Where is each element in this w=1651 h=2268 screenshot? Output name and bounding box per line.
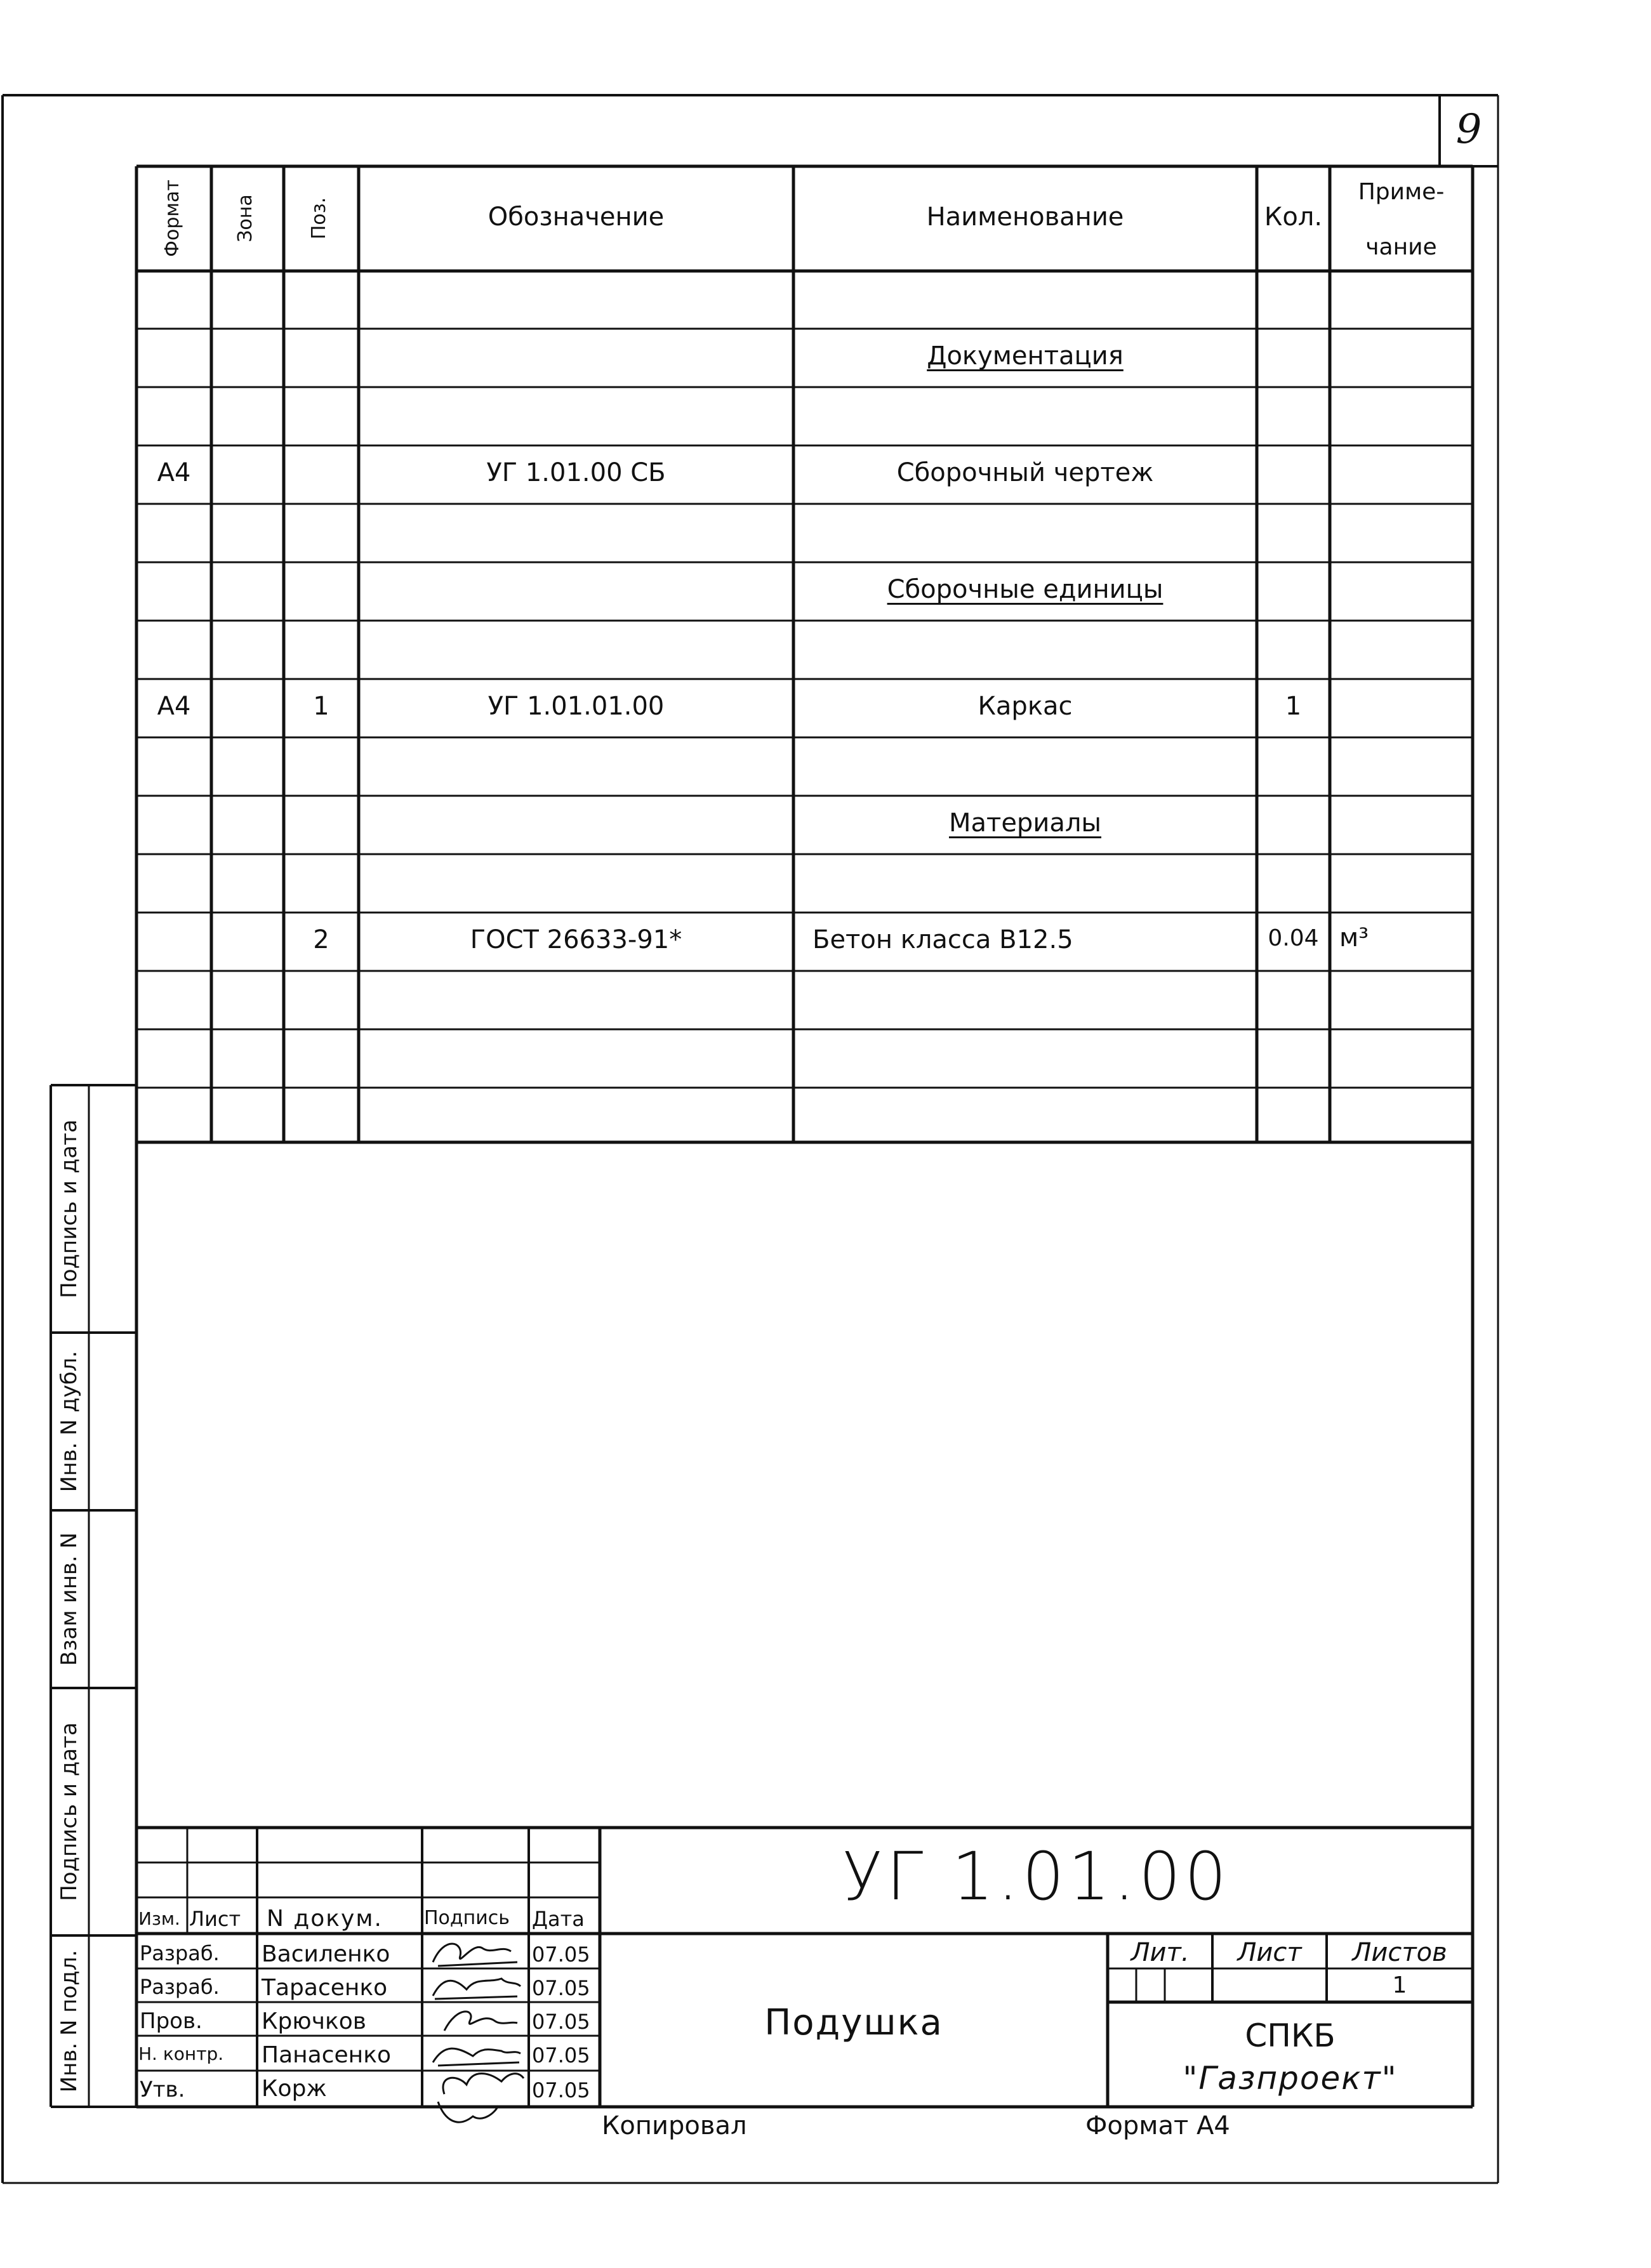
footer-copied: Копировал: [602, 2111, 747, 2140]
tb-date: 07.05: [532, 1976, 590, 2000]
signature-marks: [433, 1944, 524, 2122]
tb-header-podpis: Подпись: [424, 1907, 510, 1929]
tb-date: 07.05: [532, 2043, 590, 2067]
tb-role: Утв.: [140, 2077, 185, 2102]
row-pos: 1: [313, 692, 329, 721]
side-stamp-signature-date-2: Подпись и дата: [56, 1722, 82, 1901]
tb-header-ndok: N докум.: [267, 1906, 383, 1932]
header-format: Формат: [161, 180, 183, 257]
tb-surname: Василенко: [262, 1941, 390, 1967]
product-name: Подушка: [764, 2002, 943, 2043]
document-code: УГ 1.01.00: [842, 1838, 1231, 1915]
tb-date: 07.05: [532, 1942, 590, 1967]
row-note: м³: [1339, 923, 1369, 953]
side-stamp-replace-inv: Взам инв. N: [56, 1532, 82, 1666]
tb-header-izm: Изм.: [138, 1908, 180, 1929]
tb-list-label: Лист: [1237, 1938, 1302, 1967]
row-qty: 1: [1285, 692, 1302, 721]
header-name: Наименование: [926, 202, 1124, 232]
section-title: Материалы: [949, 808, 1101, 838]
header-qty: Кол.: [1264, 202, 1323, 232]
org-name-line2: "Газпроект": [1183, 2060, 1398, 2097]
row-designation: ГОСТ 26633-91*: [470, 925, 682, 954]
tb-listov-value: 1: [1392, 1972, 1407, 1998]
footer-format: Формат А4: [1085, 2111, 1230, 2140]
tb-surname: Панасенко: [262, 2042, 391, 2068]
side-stamp-orig-inv: Инв. N подл.: [56, 1949, 82, 2093]
row-name: Каркас: [978, 692, 1073, 721]
header-pos: Поз.: [308, 197, 330, 240]
tb-surname: Корж: [262, 2076, 327, 2102]
row-qty: 0.04: [1268, 925, 1319, 951]
tb-lit-label: Лит.: [1131, 1938, 1190, 1967]
tb-surname: Тарасенко: [262, 1975, 388, 2001]
tb-role: Разраб.: [140, 1941, 220, 1965]
row-name: Бетон класса В12.5: [812, 925, 1073, 954]
row-name: Сборочный чертеж: [896, 458, 1154, 487]
row-pos: 2: [313, 925, 329, 954]
row-designation: УГ 1.01.01.00: [487, 692, 665, 721]
tb-listov-label: Листов: [1352, 1938, 1447, 1967]
tb-surname: Крючков: [262, 2008, 366, 2034]
sheet-number-corner: 9: [1455, 106, 1482, 153]
tb-date: 07.05: [532, 2078, 590, 2102]
section-title: Документация: [927, 341, 1124, 371]
header-zone: Зона: [234, 194, 256, 242]
row-designation: УГ 1.01.00 СБ: [486, 458, 666, 487]
header-note-line1: Приме-: [1358, 179, 1445, 205]
header-designation: Обозначение: [487, 202, 665, 232]
org-name-line1: СПКБ: [1245, 2017, 1336, 2054]
tb-role: Н. контр.: [138, 2043, 224, 2064]
tb-role: Пров.: [140, 2008, 202, 2034]
row-format: А4: [157, 458, 191, 487]
tb-role: Разраб.: [140, 1975, 220, 1999]
section-title: Сборочные единицы: [887, 575, 1164, 604]
header-note-line2: чание: [1365, 234, 1437, 260]
row-format: А4: [157, 692, 191, 721]
side-stamp-signature-date: Подпись и дата: [56, 1119, 82, 1298]
tb-header-data: Дата: [532, 1907, 585, 1931]
tb-header-list: Лист: [189, 1907, 241, 1931]
tb-date: 07.05: [532, 2010, 590, 2034]
side-stamp-dup-inv: Инв. N дубл.: [56, 1350, 82, 1493]
